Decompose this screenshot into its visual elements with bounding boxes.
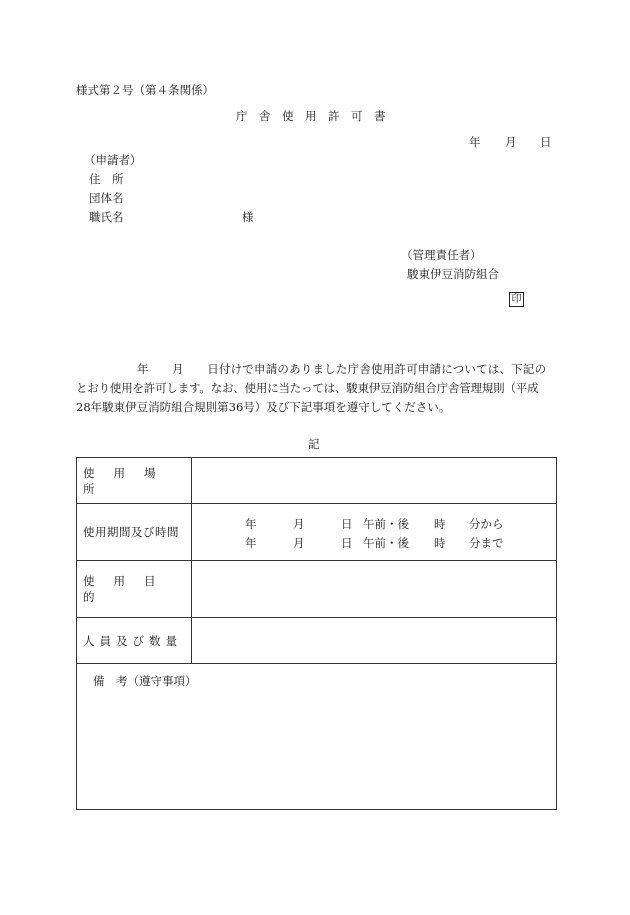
place-label: 使用場所 <box>83 465 175 496</box>
row-purpose <box>77 561 557 618</box>
people-value[interactable] <box>192 618 557 664</box>
manager-heading: （管理責任者） <box>401 248 482 262</box>
document-title: 庁舎使用許可書 <box>236 109 397 123</box>
people-label-cell <box>77 618 192 664</box>
row-remarks <box>77 664 557 810</box>
place-label-cell <box>77 458 192 504</box>
period-value[interactable] <box>192 504 557 561</box>
purpose-label: 使用目的 <box>83 574 175 604</box>
place-value[interactable] <box>192 458 557 504</box>
from-minute: 分から <box>469 517 504 531</box>
purpose-value[interactable] <box>192 561 557 618</box>
period-label: 使用期間及び時間 <box>83 525 179 539</box>
form-number: 様式第２号（第４条関係） <box>76 83 214 97</box>
date-month-label: 月 <box>505 135 517 149</box>
body-line-1: 年 月 日付けで申請のありました庁舎使用許可申請については、下記の <box>137 362 547 376</box>
seal-glyph: 印 <box>511 293 522 305</box>
body-line-3: 28年駿東伊豆消防組合規則第36号）及び下記事項を遵守してください。 <box>76 400 451 414</box>
remarks-label: 備 考（遵守事項） <box>93 674 197 688</box>
manager-org: 駿東伊豆消防組合 <box>407 267 499 281</box>
purpose-label-cell <box>77 561 192 618</box>
name-label: 職氏名 <box>89 210 124 224</box>
row-period <box>77 504 557 561</box>
to-ampm: 午前・後 <box>363 536 409 550</box>
to-minute: 分まで <box>469 536 504 550</box>
to-day: 日 <box>341 536 353 550</box>
seal-mark <box>509 292 524 307</box>
body-line-2: とおり使用を許可します。なお、使用に当たっては、駿東伊豆消防組合庁舎管理規則（平成 <box>76 381 539 395</box>
people-label: 人員及び数量 <box>83 633 182 648</box>
remarks-cell[interactable] <box>77 664 557 810</box>
address-label: 住 所 <box>89 172 124 186</box>
from-ampm: 午前・後 <box>363 517 409 531</box>
group-label: 団体名 <box>89 191 124 205</box>
row-people <box>77 618 557 664</box>
from-day: 日 <box>341 517 353 531</box>
from-hour: 時 <box>434 517 446 531</box>
applicant-heading: （申請者） <box>84 153 142 167</box>
from-month: 月 <box>293 517 305 531</box>
to-hour: 時 <box>434 536 446 550</box>
permit-table <box>76 457 557 810</box>
to-year: 年 <box>245 536 257 550</box>
from-year: 年 <box>245 517 257 531</box>
date-year-label: 年 <box>469 135 481 149</box>
honorific: 様 <box>242 210 254 224</box>
period-label-cell <box>77 504 192 561</box>
ki-label: 記 <box>308 437 320 451</box>
row-place <box>77 458 557 504</box>
date-day-label: 日 <box>540 135 552 149</box>
to-month: 月 <box>293 536 305 550</box>
